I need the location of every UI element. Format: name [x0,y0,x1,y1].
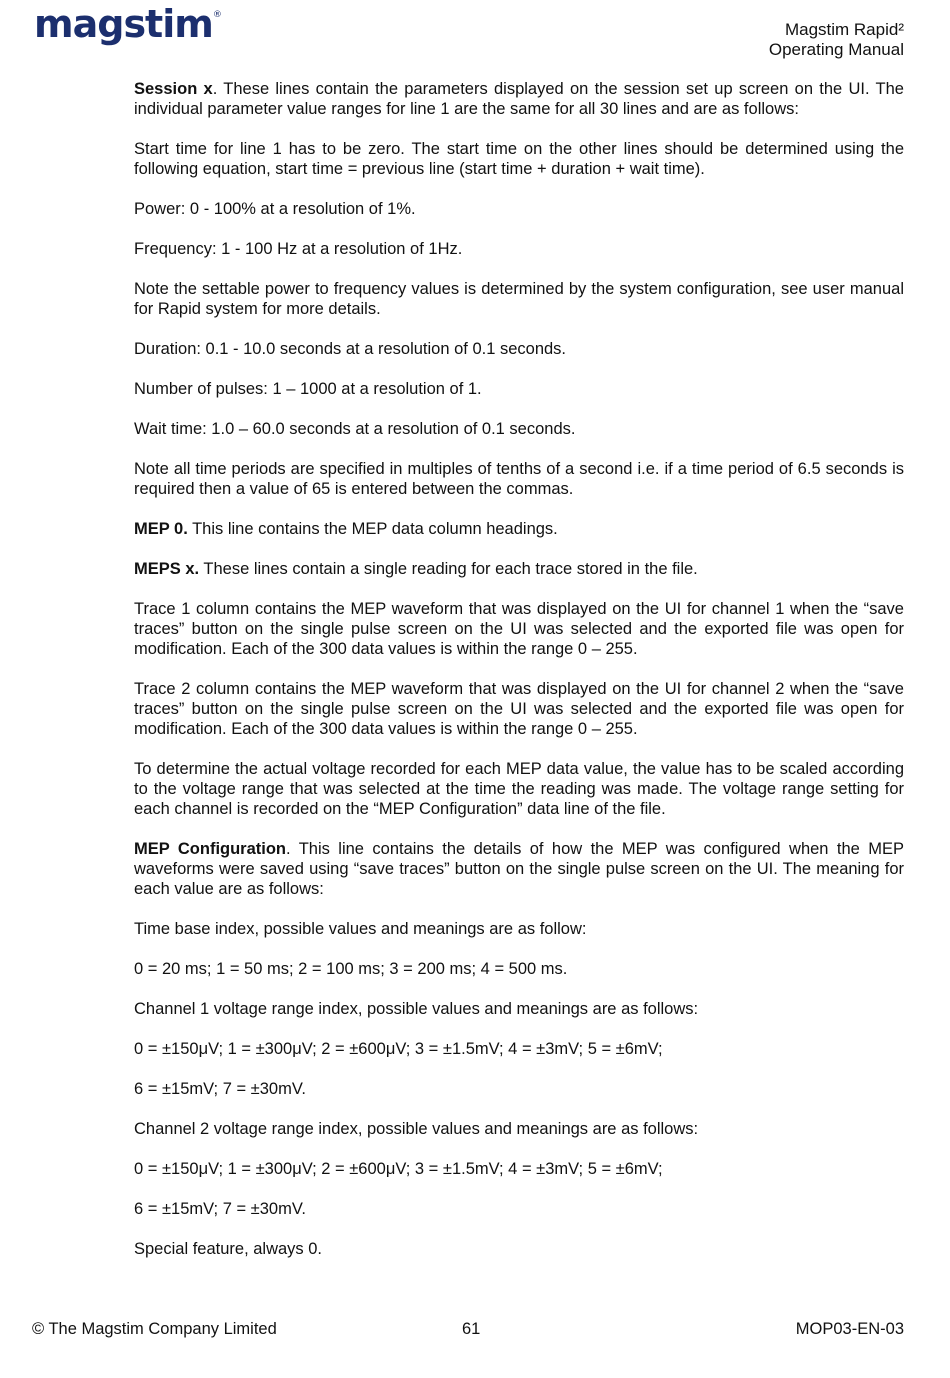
mep-configuration-text: . This line contains the details of how the MEP was configured when the MEP waveforms were saved using “save traces” button on the single pulse screen on the UI. The meaning for each value are as follows: [134,840,904,898]
paragraph-trace-1: Trace 1 column contains the MEP waveform that was displayed on the UI for channel 1 when the “save traces” button on the single pulse screen on the UI was selected and the exported file was open for modification. Each of the 300 data values is within the range 0 – 255. [134,600,904,658]
paragraph-channel-1-values-b: 6 = ±15mV; 7 = ±30mV. [134,1080,306,1098]
paragraph-time-base-heading: Time base index, possible values and meanings are as follow: [134,920,587,938]
paragraph-meps-x [134,559,904,579]
header-manual-title: Operating Manual [768,40,904,59]
term-session-x: Session x [134,80,213,98]
paragraph-channel-1-values-a: 0 = ±150μV; 1 = ±300μV; 2 = ±600μV; 3 = ±1.5mV; 4 = ±3mV; 5 = ±6mV; [134,1040,663,1058]
session-x-text: . These lines contain the parameters displayed on the session set up screen on the UI. The individual parameter value ranges for line 1 are the same for all 30 lines and are as follows: [134,80,904,118]
paragraph-channel-1-heading: Channel 1 voltage range index, possible values and meanings are as follows: [134,1000,699,1018]
paragraph-frequency: Frequency: 1 - 100 Hz at a resolution of 1Hz. [134,240,463,258]
paragraph-power: Power: 0 - 100% at a resolution of 1%. [134,200,416,218]
paragraph-settable-note: Note the settable power to frequency values is determined by the system configuration, see user manual for Rapid system for more details. [134,280,904,318]
term-meps-x: MEPS x. [134,560,200,578]
document-header [769,20,904,60]
paragraph-time-base-values: 0 = 20 ms; 1 = 50 ms; 2 = 100 ms; 3 = 200 ms; 4 = 500 ms. [134,960,568,978]
magstim-logo [34,2,221,46]
logo-text: magstim [34,2,213,46]
paragraph-channel-2-values-b: 6 = ±15mV; 7 = ±30mV. [134,1200,306,1218]
paragraph-time-note: Note all time periods are specified in multiples of tenths of a second i.e. if a time period of 6.5 seconds is required then a value of 65 is entered between the commas. [134,460,904,498]
term-mep-configuration: MEP Configuration [134,840,287,858]
paragraph-channel-2-heading: Channel 2 voltage range index, possible values and meanings are as follows: [134,1120,699,1138]
paragraph-start-time: Start time for line 1 has to be zero. The start time on the other lines should be determined using the following equation, start time = previous line (start time + duration + wait time). [134,140,904,178]
mep-0-text: This line contains the MEP data column headings. [187,520,558,538]
paragraph-voltage-scaling: To determine the actual voltage recorded for each MEP data value, the value has to be scaled according to the voltage range that was selected at the time the reading was made. The voltage range setting for each channel is recorded on the “MEP Configuration” data line of the file. [134,760,904,818]
footer-page-number: 61 [462,1320,481,1338]
header-product-title: Magstim Rapid² [784,20,904,39]
paragraph-mep-0 [134,519,904,539]
paragraph-special-feature: Special feature, always 0. [134,1240,323,1258]
page-body [134,79,904,1279]
page-footer [32,1320,904,1339]
paragraph-mep-configuration [134,839,904,899]
footer-copyright: © The Magstim Company Limited [32,1320,277,1338]
footer-document-code: MOP03-EN-03 [795,1320,904,1338]
paragraph-pulses: Number of pulses: 1 – 1000 at a resolution of 1. [134,380,482,398]
term-mep-0: MEP 0. [134,520,188,538]
paragraph-session-x [134,79,904,119]
registered-mark: ® [212,10,221,20]
paragraph-channel-2-values-a: 0 = ±150μV; 1 = ±300μV; 2 = ±600μV; 3 = ±1.5mV; 4 = ±3mV; 5 = ±6mV; [134,1160,663,1178]
paragraph-duration: Duration: 0.1 - 10.0 seconds at a resolution of 0.1 seconds. [134,340,567,358]
paragraph-wait-time: Wait time: 1.0 – 60.0 seconds at a resolution of 0.1 seconds. [134,420,576,438]
meps-x-text: These lines contain a single reading for each trace stored in the file. [199,560,698,578]
paragraph-trace-2: Trace 2 column contains the MEP waveform that was displayed on the UI for channel 2 when the “save traces” button on the single pulse screen on the UI was selected and the exported file was open for modification. Each of the 300 data values is within the range 0 – 255. [134,680,904,738]
